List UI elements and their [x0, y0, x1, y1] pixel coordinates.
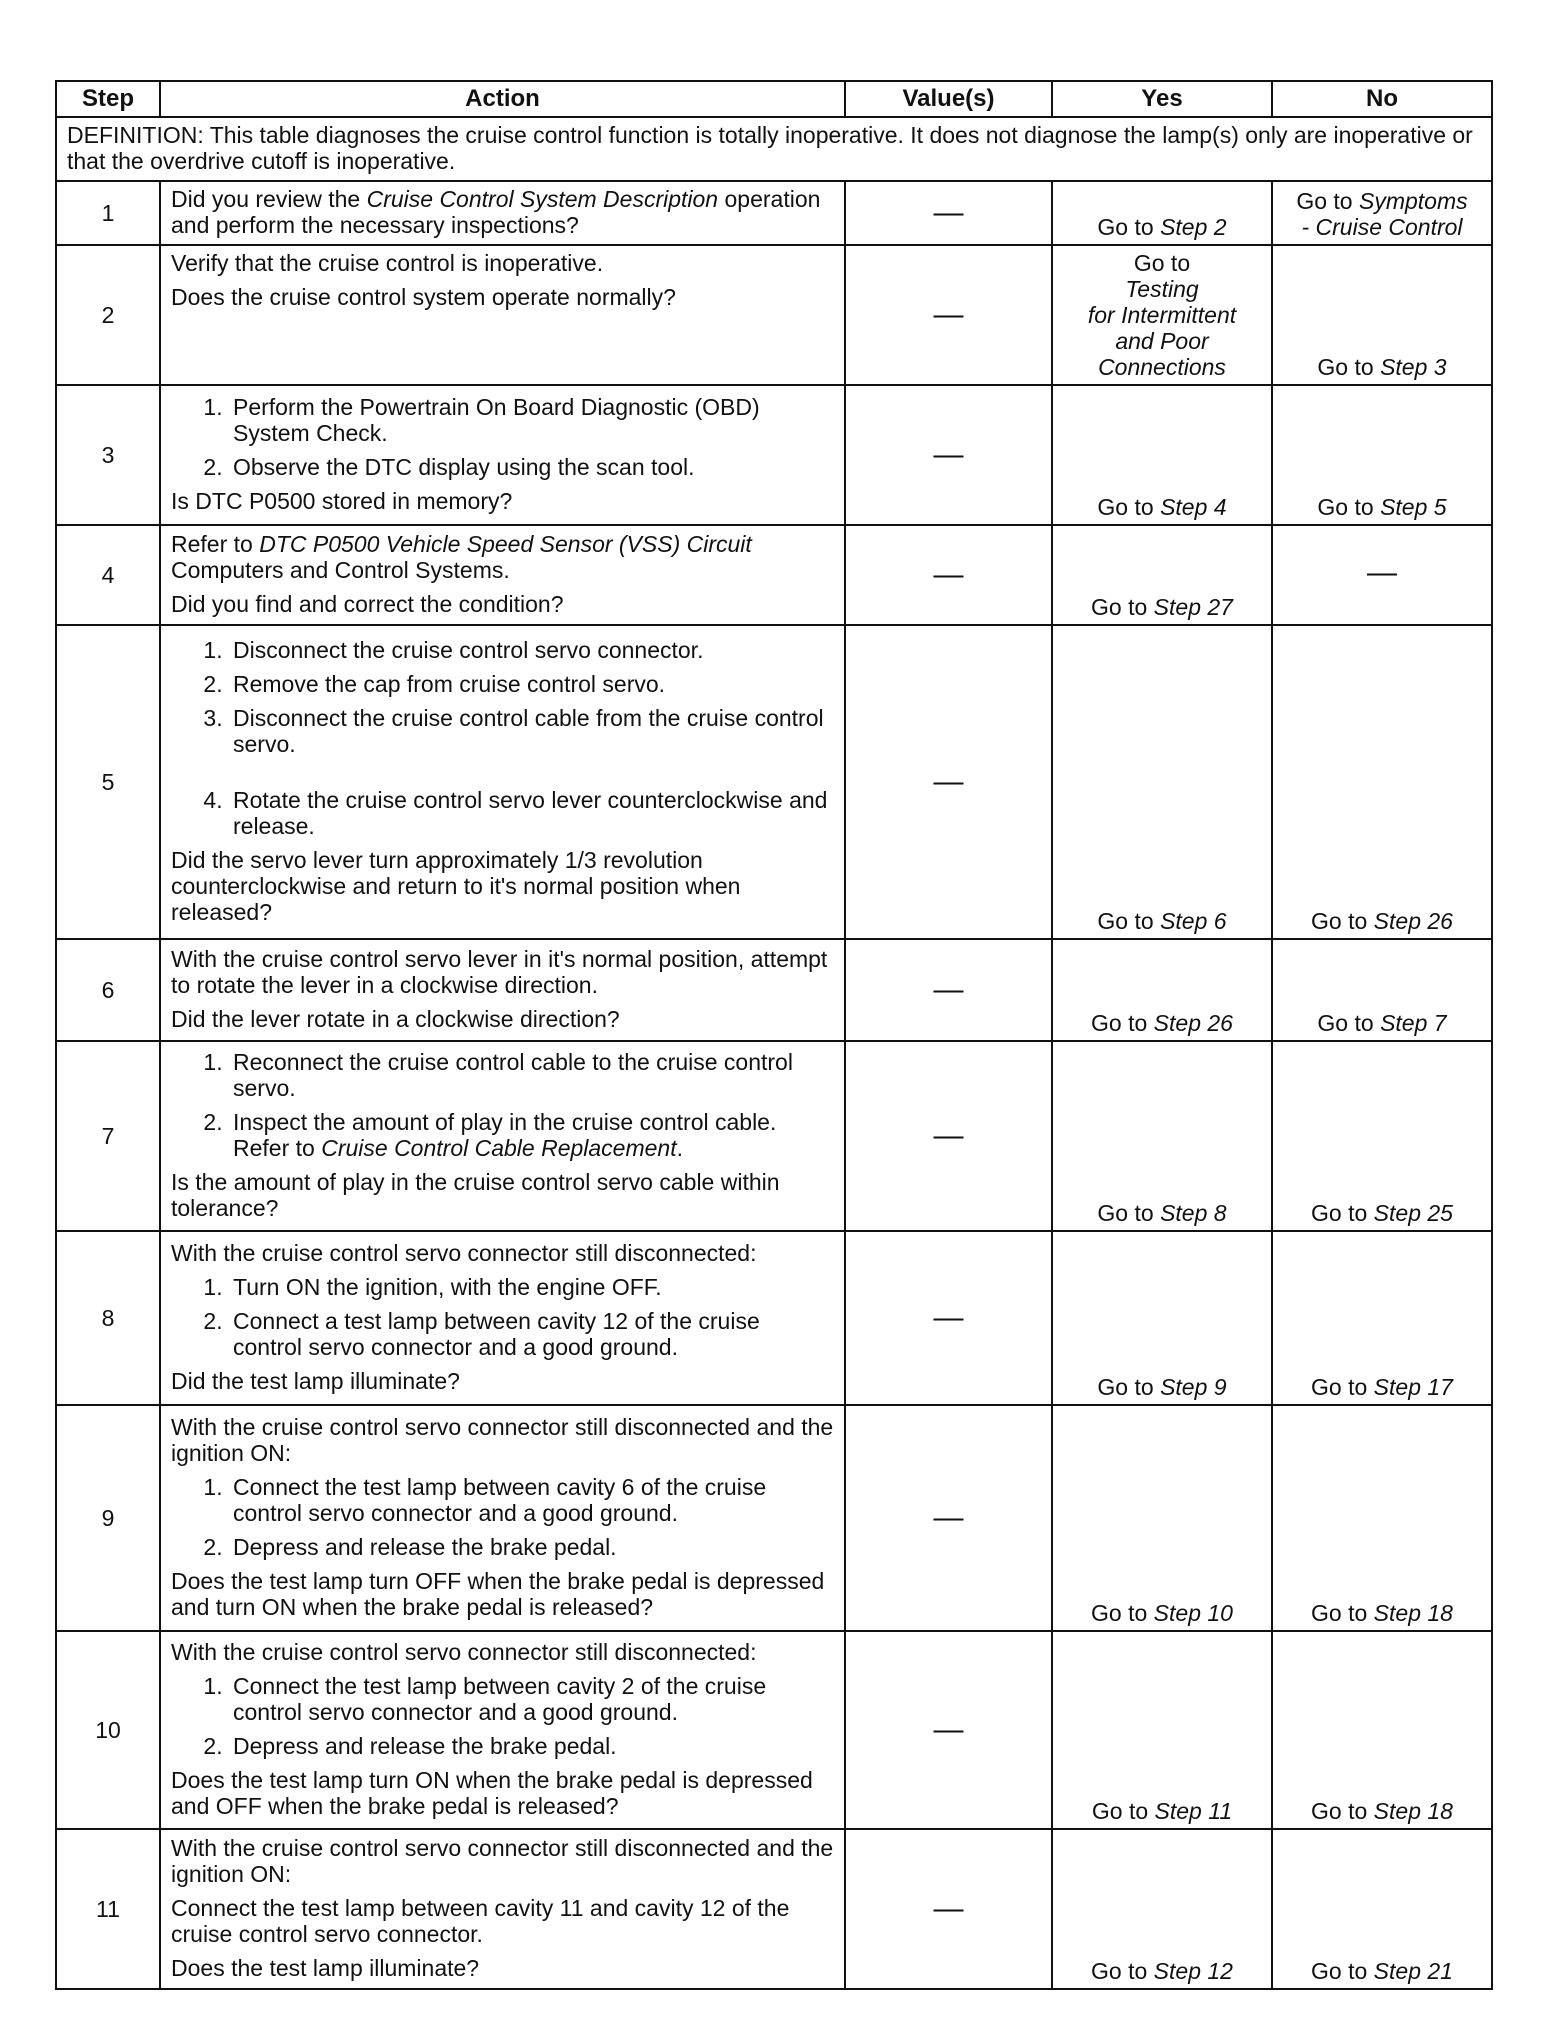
yes-reference-link-line3[interactable]: and Poor — [1115, 328, 1209, 354]
yes-cell — [1052, 1231, 1272, 1405]
value-cell: — — [845, 181, 1052, 245]
no-cell — [1272, 939, 1492, 1041]
goto-label: Go to — [1091, 1010, 1148, 1036]
header-step: Step — [56, 81, 160, 117]
no-step-link[interactable]: Step 18 — [1373, 1600, 1453, 1626]
no-cell — [1272, 1041, 1492, 1231]
action-text: operation and perform the necessary inspections? — [171, 186, 821, 238]
yes-cell — [1052, 385, 1272, 525]
action-step: 1. Connect the test lamp between cavity 6 of the cruise control servo connector and a good ground. — [229, 1474, 834, 1526]
value-cell: — — [845, 1631, 1052, 1829]
yes-step-link[interactable]: Step 26 — [1153, 1010, 1233, 1036]
goto-label: Go to — [1091, 1600, 1148, 1626]
table-row — [56, 181, 1492, 245]
header-values: Value(s) — [845, 81, 1052, 117]
action-step: 2. Observe the DTC display using the scan tool. — [229, 454, 834, 480]
yes-reference-link-line4[interactable]: Connections — [1098, 354, 1226, 380]
table-row — [56, 1631, 1492, 1829]
action-question: Does the test lamp turn OFF when the brake pedal is depressed and turn ON when the brake pedal is released? — [171, 1568, 825, 1620]
action-step-punct: . — [676, 1135, 683, 1161]
yes-step-link[interactable]: Step 11 — [1154, 1798, 1233, 1824]
action-text: Did you review the — [171, 186, 367, 212]
goto-label: Go to — [1097, 494, 1154, 520]
action-cell — [160, 1829, 845, 1989]
action-step: 1. Perform the Powertrain On Board Diagnostic (OBD) System Check. — [229, 394, 834, 446]
no-step-link[interactable]: Step 5 — [1380, 494, 1447, 520]
yes-cell — [1052, 525, 1272, 625]
goto-label: Go to — [1097, 1200, 1154, 1226]
yes-step-link[interactable]: Step 27 — [1153, 594, 1233, 620]
header-no: No — [1272, 81, 1492, 117]
value-cell: — — [845, 1829, 1052, 1989]
yes-cell — [1052, 1405, 1272, 1631]
goto-label: Go to — [1311, 908, 1368, 934]
definition-row — [56, 117, 1492, 181]
no-step-link[interactable]: Step 17 — [1373, 1374, 1453, 1400]
action-cell — [160, 1631, 845, 1829]
table-row — [56, 625, 1492, 939]
action-text-suffix: Computers and Control Systems. — [171, 557, 510, 583]
value-cell: — — [845, 625, 1052, 939]
action-text — [171, 531, 834, 583]
action-cell — [160, 939, 845, 1041]
goto-label: Go to — [1091, 594, 1148, 620]
no-step-link[interactable]: Step 7 — [1380, 1010, 1447, 1036]
yes-cell — [1052, 181, 1272, 245]
action-question: Did you find and correct the condition? — [171, 591, 564, 617]
action-question: Did the lever rotate in a clockwise direction? — [171, 1006, 620, 1032]
goto-label: Go to — [1317, 354, 1374, 380]
no-reference-link[interactable]: Symptoms — [1359, 188, 1468, 214]
value-cell: — — [845, 939, 1052, 1041]
step-number: 9 — [56, 1405, 160, 1631]
no-cell — [1272, 245, 1492, 385]
yes-cell — [1052, 245, 1272, 385]
table-row — [56, 525, 1492, 625]
step-number: 7 — [56, 1041, 160, 1231]
yes-step-link[interactable]: Step 2 — [1160, 214, 1227, 240]
no-cell — [1272, 1829, 1492, 1989]
table-row — [56, 245, 1492, 385]
no-cell — [1272, 1631, 1492, 1829]
action-question: Is the amount of play in the cruise control servo cable within tolerance? — [171, 1169, 780, 1221]
goto-label: Go to — [1311, 1374, 1368, 1400]
action-step: 4. Rotate the cruise control servo lever counterclockwise and release. — [229, 787, 834, 839]
yes-step-link[interactable]: Step 4 — [1160, 494, 1227, 520]
action-cell — [160, 245, 845, 385]
action-question: Did the servo lever turn approximately 1/3 revolution counterclockwise and return to it's normal position when released? — [171, 847, 741, 925]
action-text: With the cruise control servo connector still disconnected and the ignition ON: — [171, 1414, 834, 1466]
action-steps — [171, 637, 834, 839]
action-steps — [171, 1474, 834, 1560]
table-row — [56, 1041, 1492, 1231]
yes-cell — [1052, 939, 1272, 1041]
action-text: With the cruise control servo lever in it's normal position, attempt to rotate the lever in a clockwise direction. — [171, 946, 828, 998]
header-row — [56, 81, 1492, 117]
no-step-link[interactable]: Step 3 — [1380, 354, 1447, 380]
action-step: 2. Depress and release the brake pedal. — [229, 1733, 834, 1759]
header-action: Action — [160, 81, 845, 117]
action-cell — [160, 181, 845, 245]
step-number: 1 — [56, 181, 160, 245]
value-cell: — — [845, 385, 1052, 525]
action-step: 1. Turn ON the ignition, with the engine OFF. — [229, 1274, 834, 1300]
action-cell — [160, 625, 845, 939]
no-step-link[interactable]: Step 25 — [1373, 1200, 1453, 1226]
action-step: 2. Remove the cap from cruise control servo. — [229, 671, 834, 697]
no-reference-link-line2[interactable]: - Cruise Control — [1301, 214, 1463, 240]
yes-cell — [1052, 1631, 1272, 1829]
no-cell — [1272, 385, 1492, 525]
value-cell: — — [845, 525, 1052, 625]
yes-step-link[interactable]: Step 9 — [1160, 1374, 1227, 1400]
step-number: 11 — [56, 1829, 160, 1989]
no-cell: — — [1272, 525, 1492, 625]
action-cell — [160, 1405, 845, 1631]
step-number: 3 — [56, 385, 160, 525]
table-row — [56, 939, 1492, 1041]
yes-step-link[interactable]: Step 6 — [1160, 908, 1227, 934]
action-question: Is DTC P0500 stored in memory? — [171, 488, 513, 514]
action-text: With the cruise control servo connector still disconnected: — [171, 1639, 757, 1665]
yes-cell — [1052, 1041, 1272, 1231]
action-text: With the cruise control servo connector still disconnected and the ignition ON: — [171, 1835, 834, 1887]
action-step — [229, 1109, 834, 1161]
action-question: Does the cruise control system operate normally? — [171, 284, 676, 310]
action-steps — [171, 394, 834, 480]
action-text: With the cruise control servo connector still disconnected: — [171, 1240, 757, 1266]
yes-step-link[interactable]: Step 10 — [1153, 1600, 1233, 1626]
step-number: 10 — [56, 1631, 160, 1829]
step-number: 8 — [56, 1231, 160, 1405]
goto-label: Go to — [1311, 1200, 1368, 1226]
goto-label: Go to — [1091, 1958, 1148, 1984]
action-cell — [160, 1041, 845, 1231]
step-number: 4 — [56, 525, 160, 625]
table-row — [56, 1405, 1492, 1631]
action-text: Connect the test lamp between cavity 11 and cavity 12 of the cruise control servo connector. — [171, 1895, 790, 1947]
goto-label: Go to — [1097, 908, 1154, 934]
goto-label: Go to — [1097, 214, 1154, 240]
yes-reference-link[interactable]: Testing — [1125, 276, 1199, 302]
no-step-link[interactable]: Step 21 — [1373, 1958, 1453, 1984]
goto-label: Go to — [1091, 1798, 1149, 1824]
action-step: 1. Reconnect the cruise control cable to the cruise control servo. — [229, 1049, 834, 1101]
action-reference: Cruise Control Cable Replacement — [321, 1135, 677, 1161]
no-cell — [1272, 625, 1492, 939]
action-text-prefix: Refer to — [171, 531, 260, 557]
no-cell — [1272, 181, 1492, 245]
goto-label: Go to — [1097, 1374, 1154, 1400]
action-cell — [160, 1231, 845, 1405]
action-question: Does the test lamp turn ON when the brake pedal is depressed and OFF when the brake pedal is released? — [171, 1767, 813, 1819]
action-steps — [171, 1673, 834, 1759]
yes-cell — [1052, 625, 1272, 939]
no-step-link[interactable]: Step 18 — [1373, 1798, 1453, 1824]
action-step: 1. Connect the test lamp between cavity 2 of the cruise control servo connector and a good ground. — [229, 1673, 834, 1725]
goto-label: Go to — [1311, 1798, 1368, 1824]
action-step: 3. Disconnect the cruise control cable from the cruise control servo. — [229, 705, 834, 757]
step-number: 6 — [56, 939, 160, 1041]
action-steps — [171, 1049, 834, 1161]
value-cell: — — [845, 1231, 1052, 1405]
table-row — [56, 385, 1492, 525]
action-reference: Cruise Control System Description — [366, 186, 719, 212]
no-step-link[interactable]: Step 26 — [1373, 908, 1453, 934]
action-text: Verify that the cruise control is inoperative. — [171, 250, 604, 276]
action-question: Does the test lamp illuminate? — [171, 1955, 480, 1981]
action-step-text: Inspect the amount of play in the cruise control cable. Refer to — [233, 1109, 777, 1161]
action-cell — [160, 385, 845, 525]
yes-step-link[interactable]: Step 8 — [1160, 1200, 1227, 1226]
yes-step-link[interactable]: Step 12 — [1153, 1958, 1233, 1984]
table-row — [56, 1829, 1492, 1989]
definition-text: DEFINITION: This table diagnoses the cruise control function is totally inoperative. It does not diagnose the lamp(s) only are inoperative or that the overdrive cutoff is inoperative. — [56, 117, 1492, 181]
action-cell — [160, 525, 845, 625]
value-cell: — — [845, 1405, 1052, 1631]
action-steps — [171, 1274, 834, 1360]
goto-label: Go to — [1317, 1010, 1374, 1036]
action-step: 1. Disconnect the cruise control servo connector. — [229, 637, 834, 663]
action-step: 2. Connect a test lamp between cavity 12 of the cruise control servo connector and a good ground. — [229, 1308, 834, 1360]
value-cell: — — [845, 1041, 1052, 1231]
action-question: Did the test lamp illuminate? — [171, 1368, 460, 1394]
goto-label: Go to — [1311, 1600, 1368, 1626]
goto-label: Go to — [1296, 188, 1353, 214]
no-cell — [1272, 1405, 1492, 1631]
step-number: 2 — [56, 245, 160, 385]
yes-cell — [1052, 1829, 1272, 1989]
table-row — [56, 1231, 1492, 1405]
action-reference: DTC P0500 Vehicle Speed Sensor (VSS) Circuit — [259, 531, 752, 557]
goto-label: Go to — [1133, 250, 1191, 276]
header-yes: Yes — [1052, 81, 1272, 117]
goto-label: Go to — [1311, 1958, 1368, 1984]
diagnostic-table — [55, 80, 1493, 1990]
action-step: 2. Depress and release the brake pedal. — [229, 1534, 834, 1560]
step-number: 5 — [56, 625, 160, 939]
yes-reference-link-line2[interactable]: for Intermittent — [1087, 302, 1237, 328]
goto-label: Go to — [1317, 494, 1374, 520]
no-cell — [1272, 1231, 1492, 1405]
value-cell: — — [845, 245, 1052, 385]
